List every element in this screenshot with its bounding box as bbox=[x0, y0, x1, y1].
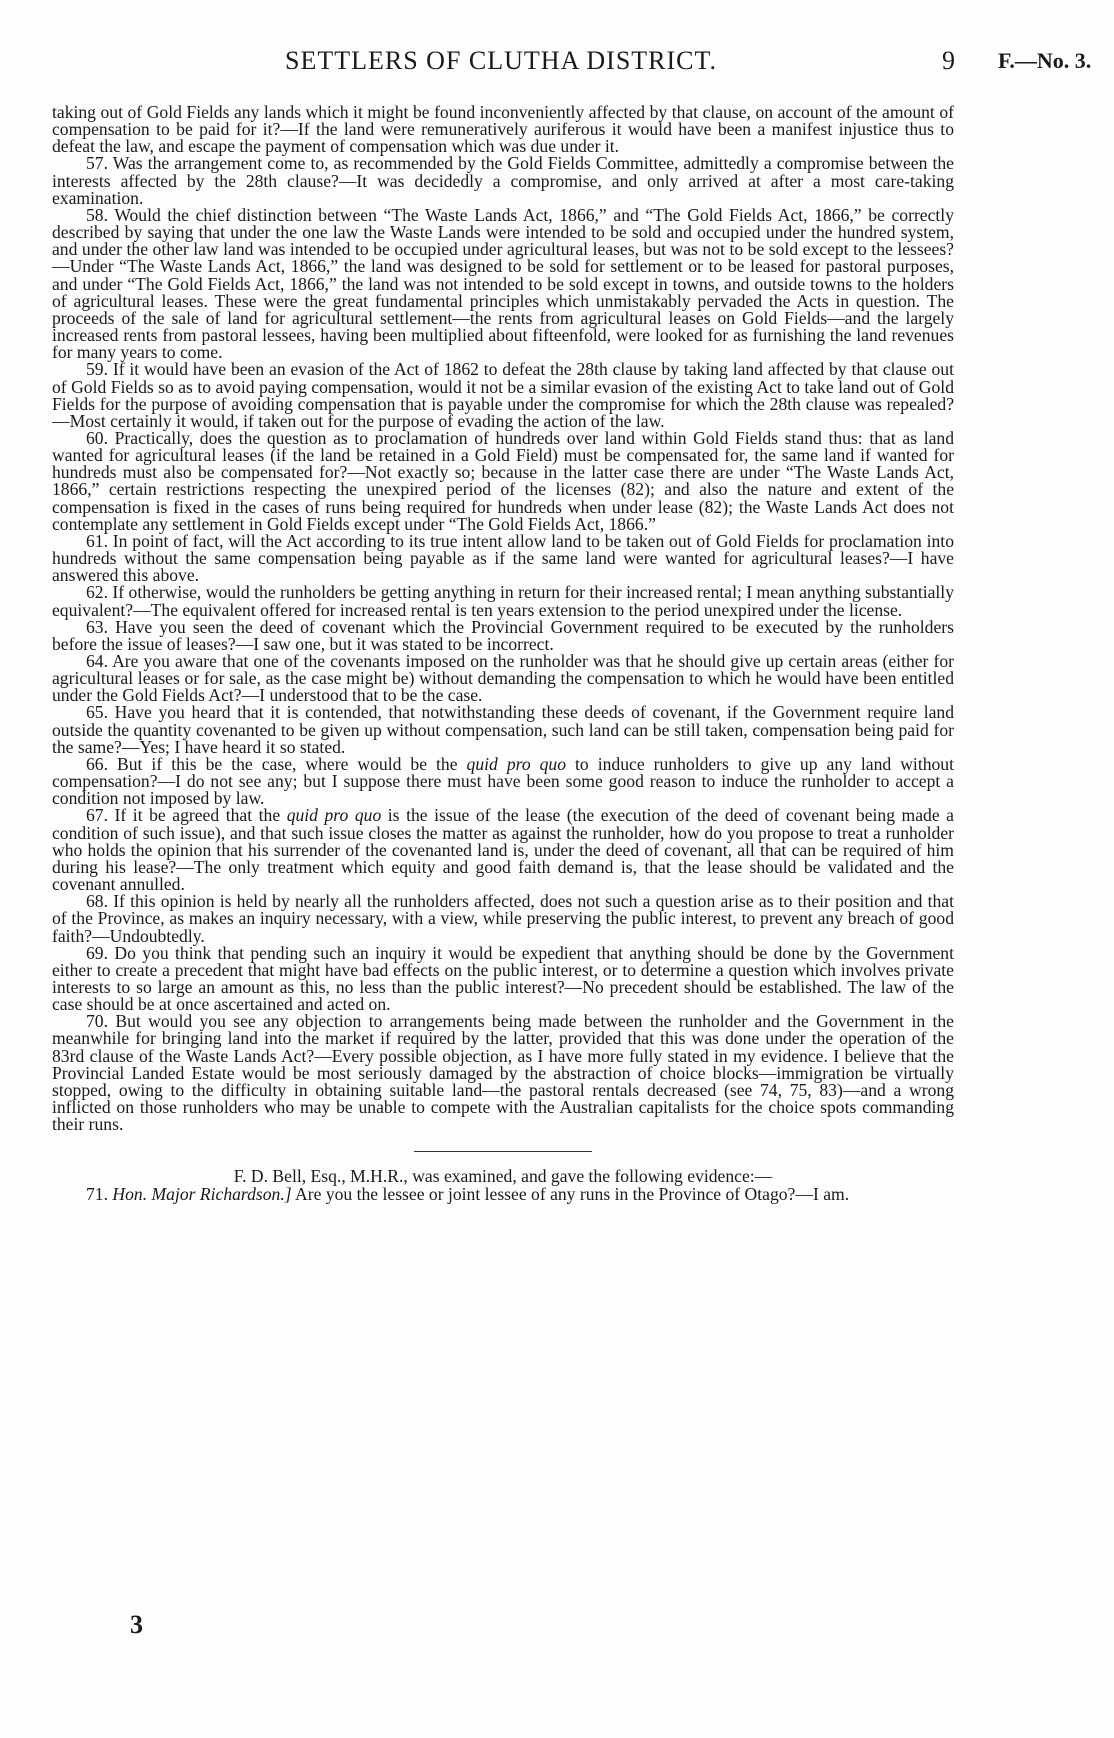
question-61: 61. In point of fact, will the Act according to its true intent allow land to be taken out of Gold Fields for proclamation into hundreds without the same compensation being payable as if the same land were wanted for agricultural leases?—I have answered this above. bbox=[52, 530, 954, 586]
question-59: 59. If it would have been an evasion of the Act of 1862 to defeat the 28th clause by taking land affected by that clause out of Gold Fields so as to avoid paying compensation, would it not be a similar evasion of the existing Act to take land out of Gold Fields for the purpose of avoiding compensation that is payable under the compromise for which the 28th clause was repealed?—Most certainly it would, if taken out for the purpose of evading the action of the law. bbox=[52, 359, 954, 431]
question-69: 69. Do you think that pending such an inquiry it would be expedient that anything should be done by the Government either to create a precedent that might have bad effects on the public interest, or to determine a question which involves private interests to so large an amount as this, no less than the public interest?—No precedent should be established. The law of the case should be at once ascertained and acted on. bbox=[52, 942, 954, 1015]
signature-mark: 3 bbox=[130, 1610, 143, 1639]
page-number: 9 bbox=[942, 46, 955, 75]
question-71-number: 71. bbox=[86, 1183, 108, 1204]
question-58: 58. Would the chief distinction between “The Waste Lands Act, 1866,” and “The Gold Fields Act, 1866,” be correctly described by saying that under the one law the Waste Lands were intended to be sold and occupied under the hundred system, and under the other law land was intended to be occupied under agricultural leases, but was not to be sold except to the lessees?—Under “The Waste Lands Act, 1866,” the land was designed to be sold for settlement or to be leased for pastoral purposes, and under “The Gold Fields Act, 1866,” the land was not intended to be sold except in towns, and outside towns to the holders of agricultural leases. These were the great fundamental principles which unmistakably pervaded the Acts in question. The proceeds of the sale of land for agricultural settlement—the rents from agricultural leases on Gold Fields—and the largely increased rents from pastoral lessees, having been multiplied about fifteenfold, were looked for as furnishing the land revenues for many years to come. bbox=[52, 204, 954, 363]
question-60: 60. Practically, does the question as to proclamation of hundreds over land within Gold Fields stand thus: that as land wanted for agricultural leases (if the land be retained in a Gold Field) must be compensated for, the same land if wanted for hundreds must also be compensated for?—Not exactly so; because in the latter case there are under “The Waste Lands Act, 1866,” certain restrictions respecting the unexpired period of the licenses (82); and also the nature and extent of the compensation is fixed in the cases of runs being required for hundreds when under lease (82); the Waste Lands Act does not contemplate any settlement in Gold Fields except under “The Gold Fields Act, 1866.” bbox=[52, 427, 954, 534]
question-57: 57. Was the arrangement come to, as recommended by the Gold Fields Committee, admittedly a compromise between the interests affected by the 28th clause?—It was decidedly a compromise, and only arrived at after a most care-taking examination. bbox=[52, 153, 954, 208]
question-71-text: Are you the lessee or joint lessee of any runs in the Province of Otago?—I am. bbox=[295, 1183, 850, 1204]
question-64: 64. Are you aware that one of the covenants imposed on the runholder was that he should give up certain areas (either for agricultural leases or for sale, as the case might be) without demanding the compensation to which he would have been entitled under the Gold Fields Act?—I understood that to be the case. bbox=[52, 651, 954, 706]
question-66: 66. But if this be the case, where would be the quid pro quo to induce runholders to give up any land without compensation?—I do not see any; but I suppose there must have been some good reason to induce the runholder to accept a condition not imposed by law. bbox=[52, 753, 954, 809]
page-header bbox=[0, 46, 1114, 86]
paragraph-continuation: taking out of Gold Fields any lands which it might be found inconveniently affected by that clause, on account of the amount of compensation to be paid for it?—If the land were remuneratively auriferous it would have been a manifest injustice thus to defeat the law, and escape the payment of compensation which was due under it. bbox=[52, 102, 954, 157]
document-reference: F.—No. 3. bbox=[998, 48, 1092, 73]
section-divider bbox=[414, 1151, 592, 1152]
question-71-speaker: Hon. Major Richardson.] bbox=[112, 1183, 292, 1204]
question-70: 70. But would you see any objection to arrangements being made between the runholder and the Government in the meanwhile for bringing land into the market if required by the latter, provided that this was done under the operation of the 83rd clause of the Waste Lands Act?—Every possible objection, as I have more fully stated in my evidence. I believe that the Provincial Landed Estate would be most seriously damaged by the abstraction of choice blocks—immigration be virtually stopped, owing to the difficulty in obtaining suitable land—the pastoral rentals decreased (see 74, 75, 83)—and a wrong inflicted on those runholders who may be unable to compete with the Australian capitalists for the choice spots commanding their runs. bbox=[52, 1011, 954, 1135]
question-63: 63. Have you seen the deed of covenant which the Provincial Government required to be executed by the runholders before the issue of leases?—I saw one, but it was stated to be incorrect. bbox=[52, 616, 954, 654]
running-title: SETTLERS OF CLUTHA DISTRICT. bbox=[285, 46, 717, 75]
page-body bbox=[52, 104, 954, 1203]
question-68: 68. If this opinion is held by nearly all the runholders affected, does not such a question arise as to their position and that of the Province, as makes an inquiry necessary, with a view, while preserving the public interest, to prevent any breach of good faith?—Undoubtedly. bbox=[52, 891, 954, 946]
question-71 bbox=[52, 1183, 954, 1204]
question-62: 62. If otherwise, would the runholders be getting anything in return for their increased rental; I mean anything substantially equivalent?—The equivalent offered for increased rental is ten years extension to the period unexpired under the license. bbox=[52, 582, 954, 620]
question-67: 67. If it be agreed that the quid pro quo is the issue of the lease (the execution of the deed of covenant being made a condition of such issue), and that such issue closes the matter as against the runholder, how do you propose to treat a runholder who holds the opinion that his surrender of the covenanted land is, under the deed of covenant, all that can be required of him during his lease?—The only treatment which equity and good faith demand is, that the lease should be validated and the covenant annulled. bbox=[52, 805, 954, 895]
question-65: 65. Have you heard that it is contended, that notwithstanding these deeds of covenant, if the Government require land outside the quantity covenanted to be given up without compensation, such land can be still taken, compensation being paid for the same?—Yes; I have heard it so stated. bbox=[52, 702, 954, 757]
witness-introduction: F. D. Bell, Esq., M.H.R., was examined, and gave the following evidence:— bbox=[233, 1166, 773, 1187]
